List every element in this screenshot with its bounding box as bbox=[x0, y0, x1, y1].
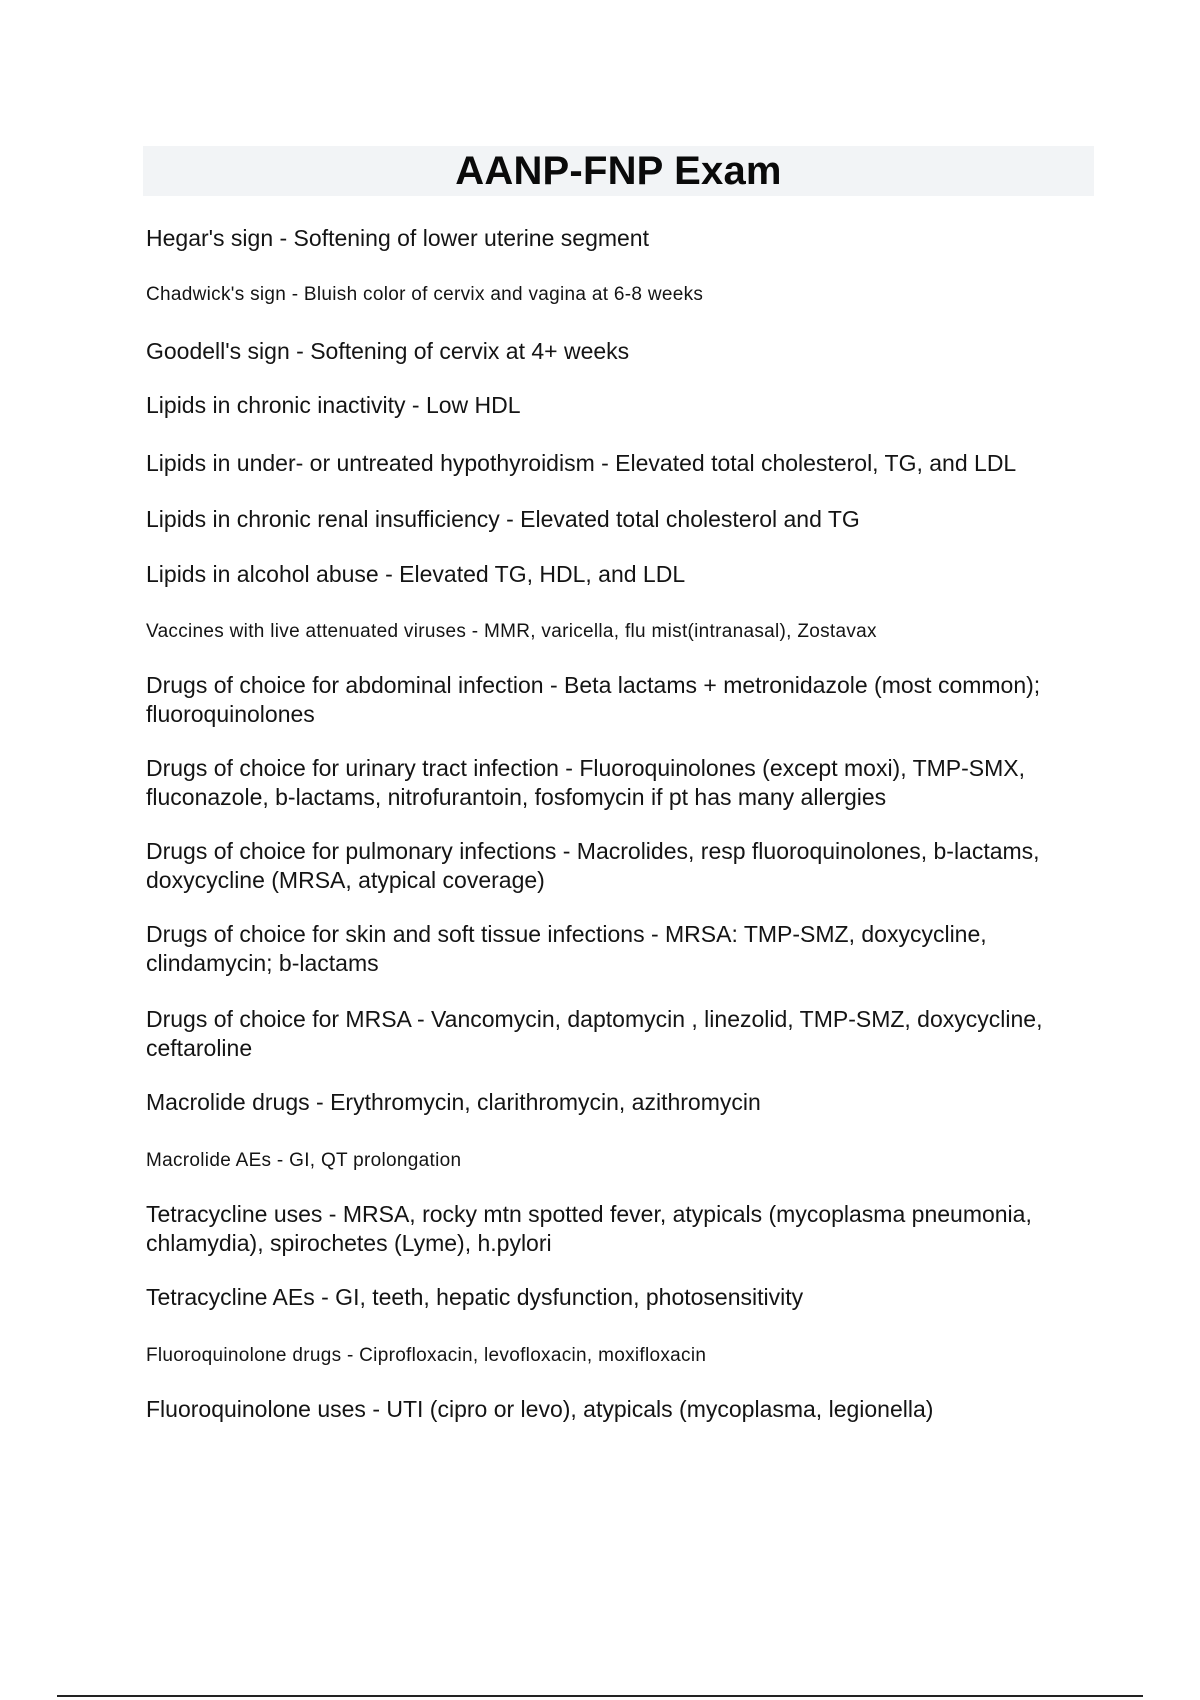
entry-tetracycline-aes: Tetracycline AEs - GI, teeth, hepatic dysfunction, photosensitivity bbox=[146, 1284, 804, 1310]
entry-fluoroquinolone-drugs: Fluoroquinolone drugs - Ciprofloxacin, levofloxacin, moxifloxacin bbox=[146, 1345, 707, 1366]
entry-chadwicks-sign: Chadwick's sign - Bluish color of cervix and vagina at 6-8 weeks bbox=[146, 284, 704, 305]
entry-drugs-skin: Drugs of choice for skin and soft tissue infections - MRSA: TMP-SMZ, doxycycline, clindamycin; b-lactams bbox=[146, 921, 987, 976]
entry-goodells-sign: Goodell's sign - Softening of cervix at 4+ weeks bbox=[146, 338, 630, 364]
page-title: AANP-FNP Exam bbox=[455, 148, 782, 193]
entry-fluoroquinolone-uses: Fluoroquinolone uses - UTI (cipro or levo), atypicals (mycoplasma, legionella) bbox=[146, 1396, 934, 1422]
entry-drugs-uti: Drugs of choice for urinary tract infection - Fluoroquinolones (except moxi), TMP-SMX, fluconazole, b-lactams, nitrofurantoin, fosfomycin if pt has many allergies bbox=[146, 755, 1026, 810]
entry-drugs-mrsa: Drugs of choice for MRSA - Vancomycin, daptomycin , linezolid, TMP-SMZ, doxycycline, ceftaroline bbox=[146, 1006, 1043, 1061]
entry-macrolide-drugs: Macrolide drugs - Erythromycin, clarithromycin, azithromycin bbox=[146, 1089, 761, 1115]
entry-lipids-alcohol: Lipids in alcohol abuse - Elevated TG, HDL, and LDL bbox=[146, 561, 686, 587]
entry-live-vaccines: Vaccines with live attenuated viruses - MMR, varicella, flu mist(intranasal), Zostavax bbox=[146, 621, 877, 642]
entry-tetracycline-uses: Tetracycline uses - MRSA, rocky mtn spotted fever, atypicals (mycoplasma pneumonia, chlamydia), spirochetes (Lyme), h.pylori bbox=[146, 1201, 1032, 1256]
entry-lipids-inactivity: Lipids in chronic inactivity - Low HDL bbox=[146, 392, 521, 418]
entry-lipids-renal: Lipids in chronic renal insufficiency - Elevated total cholesterol and TG bbox=[146, 506, 860, 532]
entry-hegars-sign: Hegar's sign - Softening of lower uterine segment bbox=[146, 225, 649, 251]
entry-drugs-pulmonary: Drugs of choice for pulmonary infections - Macrolides, resp fluoroquinolones, b-lactams, doxycycline (MRSA, atypical coverage) bbox=[146, 838, 1040, 893]
entry-lipids-hypothyroidism: Lipids in under- or untreated hypothyroidism - Elevated total cholesterol, TG, and LDL bbox=[146, 450, 1017, 476]
entry-drugs-abdominal: Drugs of choice for abdominal infection - Beta lactams + metronidazole (most common); fluoroquinolones bbox=[146, 672, 1041, 727]
entry-macrolide-aes: Macrolide AEs - GI, QT prolongation bbox=[146, 1150, 462, 1171]
footer-divider bbox=[57, 1695, 1143, 1697]
